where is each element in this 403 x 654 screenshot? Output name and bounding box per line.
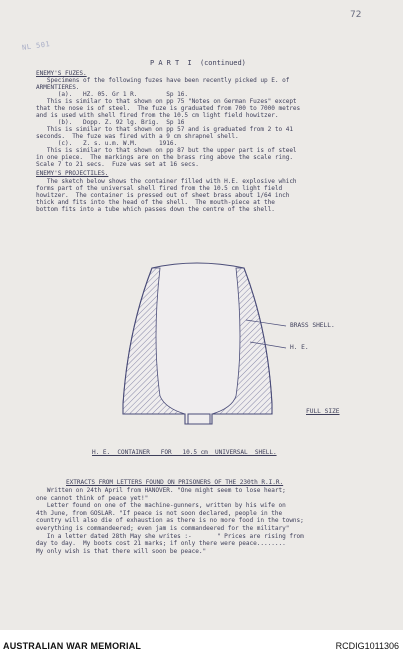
label-brass-shell: BRASS SHELL.	[290, 322, 335, 329]
text-line: bottom fits into a tube which passes down the centre of the shell.	[36, 206, 275, 213]
text-line: This is similar to that shown on pp 57 and is graduated from 2 to 41	[36, 126, 293, 133]
footer-institution: AUSTRALIAN WAR MEMORIAL	[3, 641, 142, 651]
text-line: (b). Dopp. Z. 92 lg. Brig. Sp 16	[36, 119, 185, 126]
text-line: My only wish is that there will soon be peace."	[36, 547, 207, 555]
archive-stamp: NL 501	[21, 40, 51, 52]
text-line: in one piece. The markings are on the brass ring above the scale ring.	[36, 154, 293, 161]
heading-enemy-fuzes: ENEMY'S FUZES.	[36, 70, 87, 77]
text-line: (a). HZ. 05. Gr 1 R. Sp 16.	[36, 91, 188, 98]
heading-enemy-projectiles: ENEMY'S PROJECTILES.	[36, 170, 109, 177]
text-line: This is similar to that shown on pp 75 "Notes on German Fuzes" except	[36, 98, 297, 105]
label-full-size: FULL SIZE	[306, 408, 340, 415]
text-line: day to day. My boots cost 21 marks; if only there were peace........	[36, 540, 286, 548]
text-line: seconds. The fuze was fired with a 9 cm shrapnel shell.	[36, 133, 239, 140]
text-line: 4th June, from GOSLAR. "If peace is not soon declared, people in the	[36, 509, 283, 517]
mouth-piece	[188, 414, 210, 424]
text-line: In a letter dated 28th May she writes :- " Prices are rising from	[36, 532, 304, 540]
text-line: (c). Z. s. u.m. W.M. 1916.	[36, 140, 178, 147]
page-number: 72	[350, 10, 362, 20]
text-line: Scale 7 to 21 secs. Fuze was set at 16 secs.	[36, 161, 199, 168]
text-line: thick and fits into the head of the shell. The mouth-piece at the	[36, 199, 275, 206]
page-title: P A R T I (continued)	[150, 59, 246, 67]
text-line: Specimens of the following fuzes have been recently picked up E. of	[36, 77, 290, 84]
text-line: country will also die of exhaustion as there is no more food in the towns;	[36, 517, 304, 525]
text-line: everything is commandeered; even jam is commandeered for the military"	[36, 525, 290, 532]
text-line: Letter found on one of the machine-gunners, written by his wife on	[36, 502, 286, 510]
heading-letter-extracts: EXTRACTS FROM LETTERS FOUND ON PRISONERS OF THE 230th R.I.R.	[66, 479, 284, 486]
footer-record-id: RCDIG1011306	[335, 641, 399, 651]
archive-footer	[0, 630, 403, 654]
label-he: H. E.	[290, 344, 309, 351]
text-line: howitzer. The container is pressed out of sheet brass about 1/64 inch	[36, 192, 290, 199]
text-line: and is used with shell fired from the 10.5 cm light field howitzer.	[36, 112, 279, 119]
diagram-caption: H. E. CONTAINER FOR 10.5 cm UNIVERSAL SHELL.	[92, 449, 277, 456]
text-line: Written on 24th April from HANOVER. "One might seem to lose heart;	[36, 487, 286, 494]
text-line: forms part of the universal shell fired from the 10.5 cm light field	[36, 185, 283, 192]
text-line: one cannot think of peace yet!"	[36, 494, 149, 502]
text-line: ARMENTIERES.	[36, 84, 80, 91]
text-line: that the nose is of steel. The fuze is graduated from 700 to 7000 metres	[36, 105, 301, 112]
text-line: The sketch below shows the container filled with H.E. explosive which	[36, 178, 297, 185]
text-line: This is similar to that shown on pp 87 but the upper part is of steel	[36, 147, 297, 154]
